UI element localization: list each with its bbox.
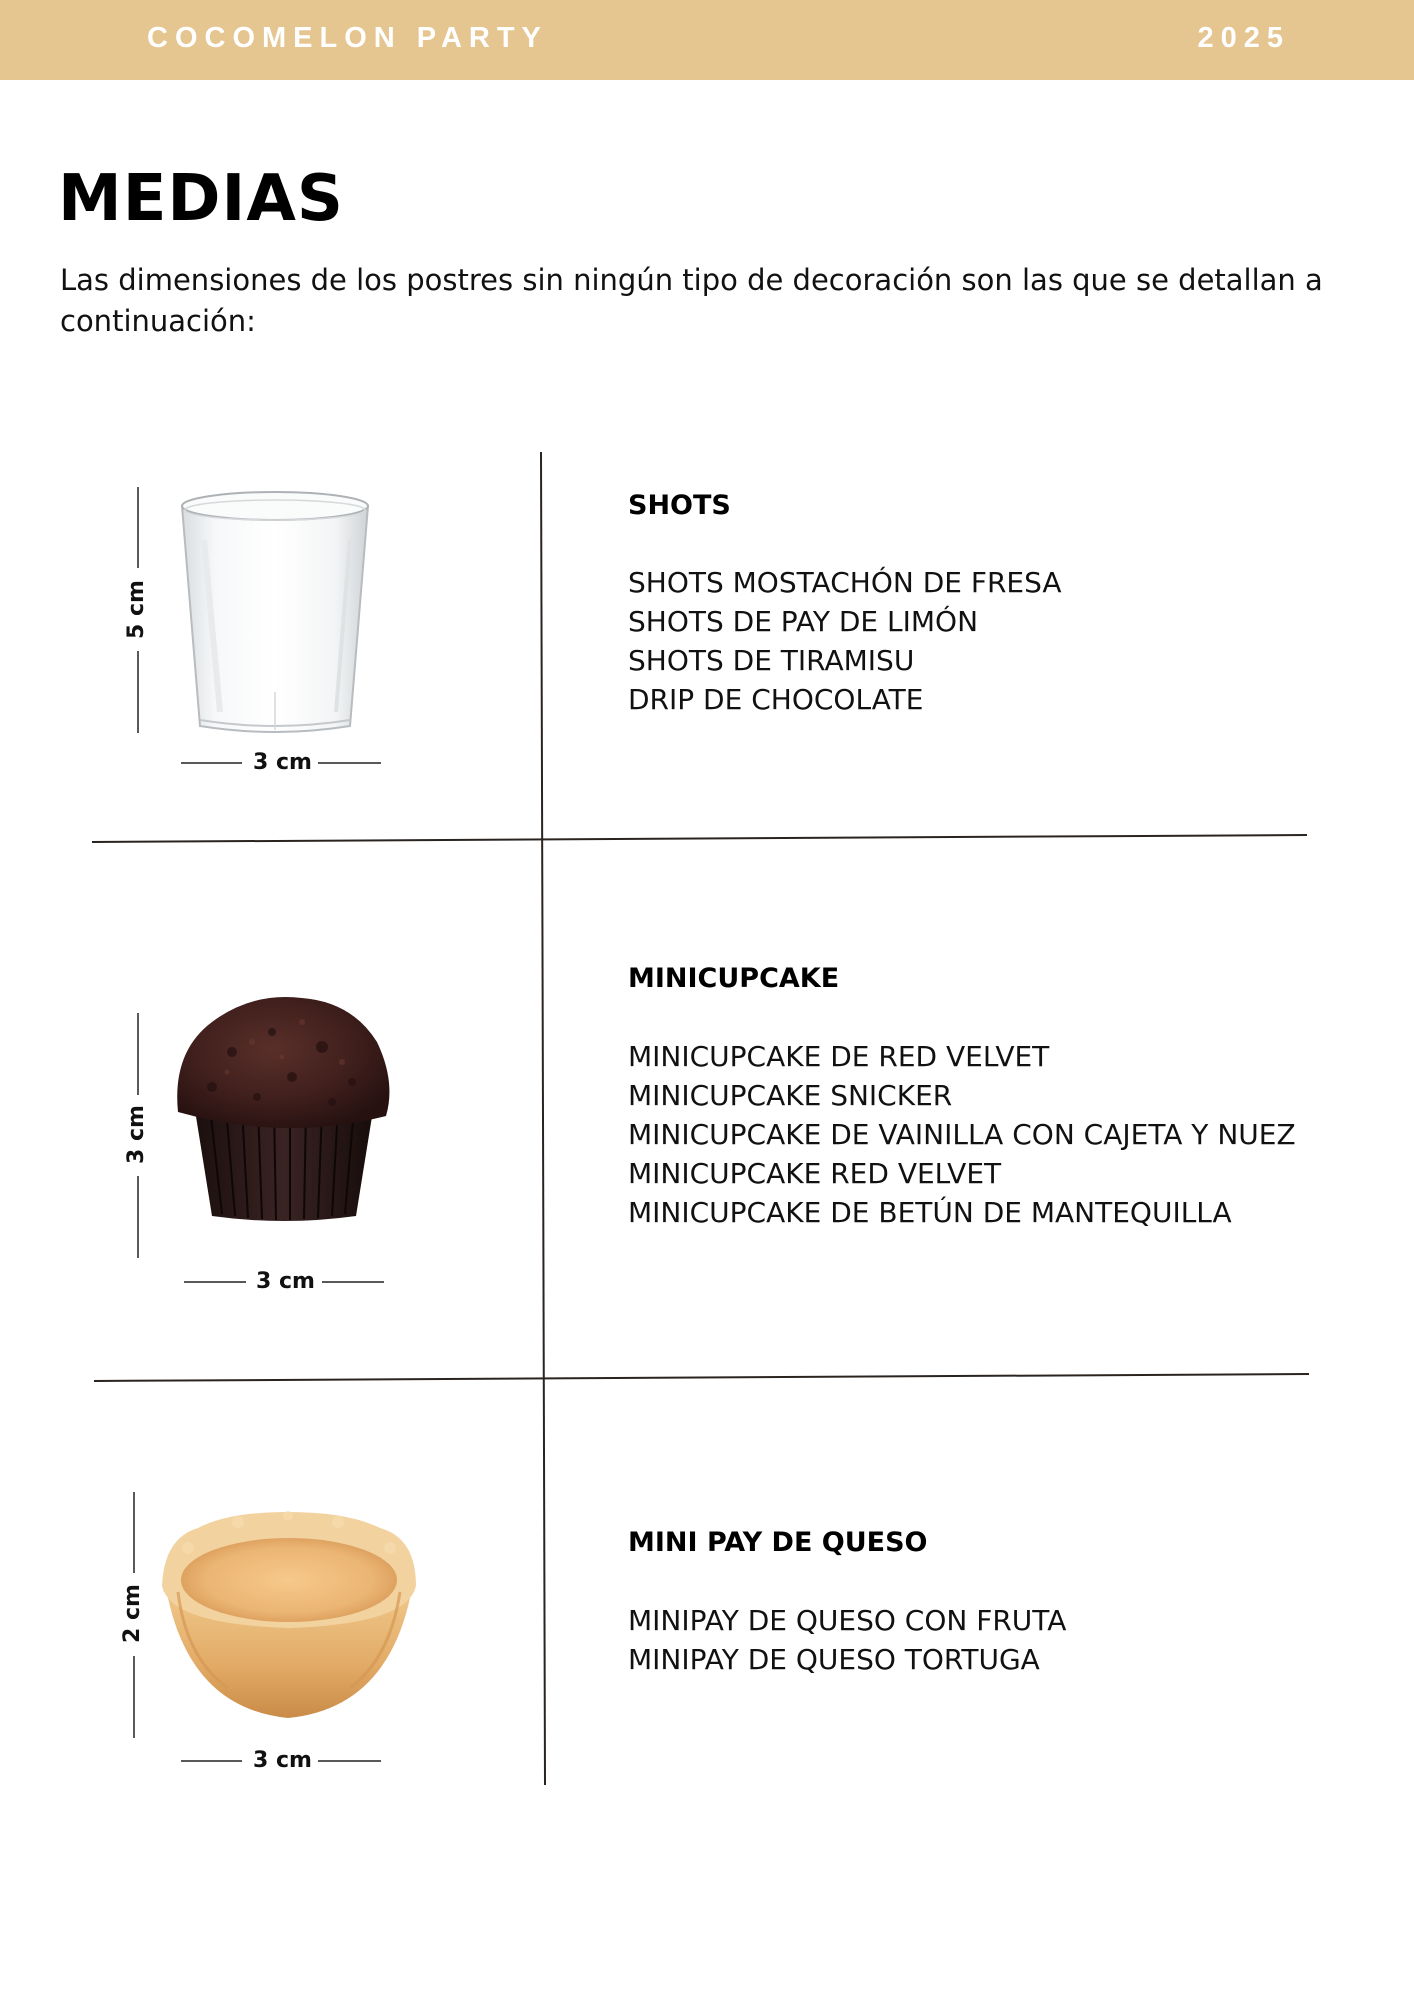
section-title: MINI PAY DE QUESO xyxy=(628,1527,928,1558)
list-item: MINICUPCAKE DE BETÚN DE MANTEQUILLA xyxy=(628,1196,1232,1229)
section-title: MINICUPCAKE xyxy=(628,963,840,994)
width-label: 3 cm xyxy=(253,750,312,775)
list-item: MINICUPCAKE DE RED VELVET xyxy=(628,1040,1050,1073)
page-title: MEDIAS xyxy=(58,162,344,236)
list-item: SHOTS DE TIRAMISU xyxy=(628,644,915,677)
list-item: MINICUPCAKE DE VAINILLA CON CAJETA Y NUEZ xyxy=(628,1118,1296,1151)
header-year: 2025 xyxy=(1197,22,1290,54)
list-item: MINIPAY DE QUESO CON FRUTA xyxy=(628,1604,1067,1637)
list-item: MINICUPCAKE RED VELVET xyxy=(628,1157,1002,1190)
height-label: 5 cm xyxy=(123,580,149,639)
brand-name: COCOMELON PARTY xyxy=(147,22,548,54)
height-label: 2 cm xyxy=(119,1584,145,1643)
list-item: SHOTS MOSTACHÓN DE FRESA xyxy=(628,566,1062,599)
height-label: 3 cm xyxy=(123,1105,149,1164)
item-list xyxy=(628,1601,1066,1679)
list-item: SHOTS DE PAY DE LIMÓN xyxy=(628,605,979,638)
width-label: 3 cm xyxy=(253,1748,312,1773)
intro-text: Las dimensiones de los postres sin ningún tipo de decoración son las que se detallan a continuación: xyxy=(60,263,1323,338)
list-item: MINICUPCAKE SNICKER xyxy=(628,1079,953,1112)
section-title: SHOTS xyxy=(628,490,731,521)
list-item: MINIPAY DE QUESO TORTUGA xyxy=(628,1643,1040,1676)
width-label: 3 cm xyxy=(256,1269,315,1294)
list-item: DRIP DE CHOCOLATE xyxy=(628,683,924,716)
